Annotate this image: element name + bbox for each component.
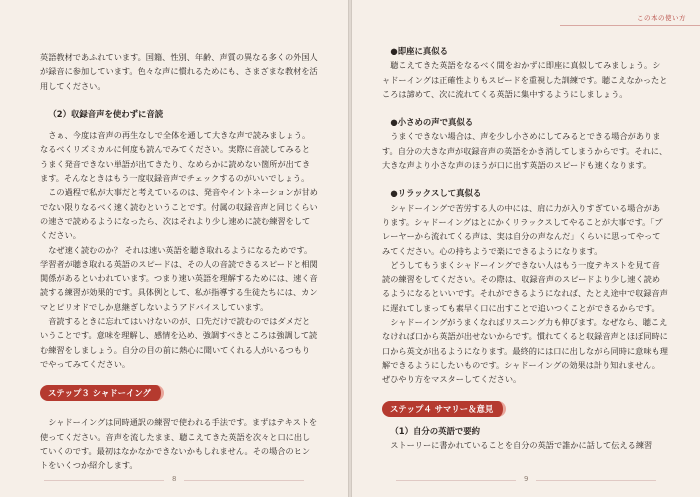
left-page-content (40, 50, 318, 472)
section-heading: （1）自分の英語で要約 (390, 425, 480, 436)
page-number: 8 (172, 475, 177, 483)
paragraph: 英語教材であふれています。国籍、性別、年齢、声質の異なる多くの外国人が録音に参加しています。色々な声に慣れるためにも、さまざまな教材を活用してください。 (40, 52, 318, 91)
paragraph: 音読するときに忘れてはいけないのが、口先だけで読むのではダメだということです。意味を理解し、感情を込め、強調すべきところは強調して読む練習をしましょう。自分の目の前に熱心に聞いてくれる人がいるつもりでやってみてください。 (40, 316, 318, 369)
step-badge: ステップ３ シャドーイング (40, 385, 164, 401)
paragraph: シャドーイングがうまくなればリスニング力も伸びます。なぜなら、聴こえなければ口から英語が出せないからです。慣れてくると収録音声とほぼ同時に口から英文が出るようになります。最終的には口に出しながら同時に意味も理解できるようにしたいものです。シャドーイングの効果は計り知れません。ぜひやり方をマスターしてください。 (382, 317, 668, 385)
tip-heading: ●リラックスして真似る (390, 188, 482, 199)
paragraph: うまくできない場合は、声を少し小さめにしてみるとできる場合があります。自分の大きな声が収録音声の英語をかき消してしまうからです。それに、大きな声より小さな声のほうが口に出す英語のスピードも速くなります。 (382, 131, 668, 171)
paragraph: なぜ速く読むのか？ それは速い英語を聴き取れるようになるためです。学習者が聴き取れる英語のスピードは、その人の音読できるスピードと相関関係があるといわれています。つまり速い英語を理解するためには、速く音読する練習が効果的です。具体例として、私が指導する生徒たちには、カンマとピリオドでしか息継ぎしないようアドバイスしています。 (40, 244, 318, 312)
running-head: この本の使い方 (637, 14, 686, 22)
right-page-content (382, 44, 668, 452)
paragraph: さぁ、今度は音声の再生なしで全体を通して大きな声で読みましょう。なるべくリズミカルに何度も読んでみてください。実際に音読してみるとうまく発音できない単語が出てきたり、なめらかに読めない箇所が出てきます。そんなときはもう一度収録音声でチェックするのがいいでしょう。 (40, 130, 311, 184)
paragraph: シャドーイングで苦労する人の中には、肩に力が入りすぎている場合があります。シャドーイングはとにかくリラックスしてやることが大事です。「プレーヤーから流れてくる声は、実は自分の声なんだ」くらいに思ってやってみてください。心の持ちようで楽にできるようになります。 (382, 202, 663, 256)
page-number: 9 (524, 475, 529, 483)
paragraph: ストーリーに書かれていることを自分の英語で誰かに話して伝える練習 (390, 439, 653, 450)
left-page (0, 0, 348, 497)
right-page (352, 0, 700, 497)
paragraph: どうしてもうまくシャドーイングできない人はもう一度テキストを見て音読の練習をしてください。その際は、収録音声のスピードより少し速く読めるようになるといいです。それができるようになれば、たとえ途中で収録音声に遅れてしまっても素早く口に出すことで追いつくことができるからです。 (382, 259, 668, 313)
step-badge: ステップ４ サマリー＆意見 (382, 401, 506, 417)
paragraph: この過程で私が大事だと考えているのは、発音やイントネーションが甘めでない限りなるべく速く読むということです。付属の収録音声と同じくらいの速さで読めるようになったら、次はそれより少し速めに読む練習をしてください。 (40, 187, 318, 241)
tip-heading: ●小さめの声で真似る (390, 117, 474, 128)
paragraph: シャドーイングは同時通訳の練習で使われる手法です。まずはテキストを使ってください。音声を流したまま、聴こえてきた英語を次々と口に出していくのです。最初はなかなかできないかもしれません。その場合のヒントをいくつか紹介します。 (40, 417, 318, 471)
tip-heading: ●即座に真似る (390, 46, 448, 56)
section-heading: （2）収録音声を使わずに音読 (48, 108, 164, 119)
paragraph: 聴こえてきた英語をなるべく間をおかずに即座に真似してみましょう。シャドーイングは正確性よりもスピードを重視した訓練です。聴こえなかったところは諦めて、次に流れてくる英語に集中するようにしましょう。 (382, 60, 668, 99)
